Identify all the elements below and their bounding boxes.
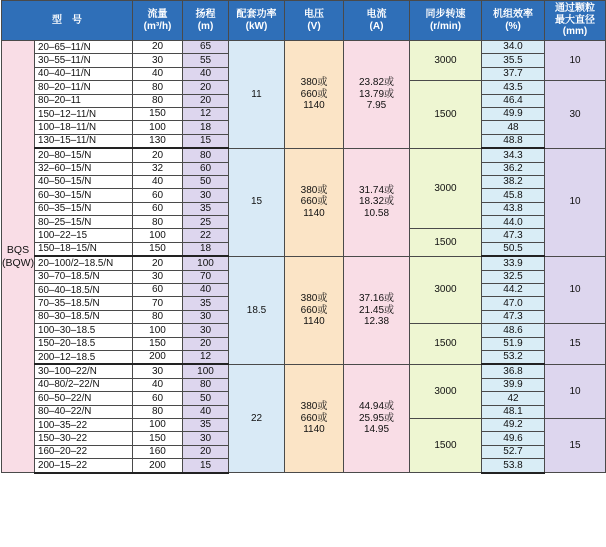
head-header: 扬程 (m) bbox=[183, 1, 229, 41]
voltage-cell-line: 380或 bbox=[300, 77, 328, 89]
diameter-cell: 15 bbox=[545, 324, 606, 365]
speed-cell: 3000 bbox=[410, 364, 482, 418]
voltage-cell-line: 660或 bbox=[300, 412, 328, 424]
efficiency-cell: 38.2 bbox=[482, 175, 545, 188]
speed-cell: 1500 bbox=[410, 418, 482, 472]
efficiency-cell: 36.8 bbox=[482, 364, 545, 378]
model-cell: 40–50–15/N bbox=[35, 175, 133, 188]
efficiency-cell: 43.8 bbox=[482, 202, 545, 215]
efficiency-cell: 53.2 bbox=[482, 350, 545, 364]
voltage-cell-line: 1140 bbox=[303, 207, 325, 219]
model-cell: 150–30–22 bbox=[35, 432, 133, 445]
flow-cell: 130 bbox=[133, 134, 183, 148]
diameter-cell: 10 bbox=[545, 148, 606, 256]
voltage-cell-line: 1140 bbox=[303, 316, 325, 328]
model-cell: 100–18–11/N bbox=[35, 121, 133, 134]
head-cell: 12 bbox=[183, 350, 229, 364]
current-cell bbox=[344, 364, 410, 472]
efficiency-cell: 39.9 bbox=[482, 378, 545, 391]
table-row bbox=[2, 148, 606, 162]
model-cell: 40–40–11/N bbox=[35, 67, 133, 80]
model-cell: 80–20–11 bbox=[35, 94, 133, 107]
flow-cell: 20 bbox=[133, 256, 183, 270]
flow-cell: 100 bbox=[133, 121, 183, 134]
speed-header: 同步转速 (r/min) bbox=[410, 1, 482, 41]
head-cell: 65 bbox=[183, 41, 229, 54]
voltage-cell-line: 660或 bbox=[300, 196, 328, 208]
voltage-cell bbox=[285, 41, 344, 149]
voltage-cell-line: 660或 bbox=[300, 304, 328, 316]
flow-cell: 80 bbox=[133, 94, 183, 107]
model-cell: 100–22–15 bbox=[35, 229, 133, 242]
head-cell: 30 bbox=[183, 189, 229, 202]
flow-cell: 30 bbox=[133, 270, 183, 283]
power-cell: 15 bbox=[229, 148, 285, 256]
series-alt-name: (BQW) bbox=[2, 256, 35, 269]
head-cell: 30 bbox=[183, 310, 229, 323]
head-cell: 25 bbox=[183, 216, 229, 229]
current-cell-line: 13.79或 bbox=[358, 88, 395, 100]
flow-cell: 60 bbox=[133, 202, 183, 215]
head-cell: 20 bbox=[183, 81, 229, 94]
head-cell: 40 bbox=[183, 405, 229, 418]
efficiency-header: 机组效率 (%) bbox=[482, 1, 545, 41]
flow-cell: 100 bbox=[133, 229, 183, 242]
flow-cell: 60 bbox=[133, 189, 183, 202]
current-cell-line: 18.32或 bbox=[358, 196, 395, 208]
model-cell: 80–20–11/N bbox=[35, 81, 133, 94]
current-header: 电流 (A) bbox=[344, 1, 410, 41]
model-cell: 20–65–11/N bbox=[35, 41, 133, 54]
flow-cell: 32 bbox=[133, 162, 183, 175]
model-cell: 60–40–18.5/N bbox=[35, 284, 133, 297]
speed-cell: 1500 bbox=[410, 81, 482, 148]
flow-cell: 60 bbox=[133, 392, 183, 405]
efficiency-cell: 34.0 bbox=[482, 41, 545, 54]
model-cell: 130–15–11/N bbox=[35, 134, 133, 148]
model-cell: 80–30–18.5/N bbox=[35, 310, 133, 323]
current-cell-line: 31.74或 bbox=[358, 184, 395, 196]
efficiency-cell: 32.5 bbox=[482, 270, 545, 283]
voltage-cell-line: 380或 bbox=[300, 184, 328, 196]
efficiency-cell: 37.7 bbox=[482, 67, 545, 80]
power-cell: 11 bbox=[229, 41, 285, 149]
current-cell bbox=[344, 148, 410, 256]
head-cell: 70 bbox=[183, 270, 229, 283]
head-cell: 15 bbox=[183, 134, 229, 148]
table-row bbox=[2, 256, 606, 270]
efficiency-cell: 44.0 bbox=[482, 216, 545, 229]
current-cell-line: 25.95或 bbox=[358, 412, 395, 424]
flow-cell: 40 bbox=[133, 67, 183, 80]
flow-cell: 80 bbox=[133, 81, 183, 94]
head-cell: 35 bbox=[183, 202, 229, 215]
efficiency-cell: 53.8 bbox=[482, 459, 545, 473]
head-cell: 80 bbox=[183, 148, 229, 162]
current-cell-line: 44.94或 bbox=[358, 401, 395, 413]
speed-cell: 1500 bbox=[410, 324, 482, 365]
power-header: 配套功率 (kW) bbox=[229, 1, 285, 41]
voltage-cell-line: 380或 bbox=[300, 401, 328, 413]
flow-cell: 30 bbox=[133, 54, 183, 67]
diameter-header: 通过颗粒 最大直径 (mm) bbox=[545, 1, 606, 41]
head-cell: 100 bbox=[183, 364, 229, 378]
efficiency-cell: 52.7 bbox=[482, 445, 545, 458]
model-cell: 150–20–18.5 bbox=[35, 337, 133, 350]
model-header: 型 号 bbox=[2, 1, 133, 41]
head-cell: 20 bbox=[183, 337, 229, 350]
model-cell: 40–80/2–22/N bbox=[35, 378, 133, 391]
pump-spec-table bbox=[1, 0, 606, 474]
voltage-cell bbox=[285, 364, 344, 472]
header-row bbox=[2, 1, 606, 41]
flow-header: 流量 (m³/h) bbox=[133, 1, 183, 41]
flow-cell: 70 bbox=[133, 297, 183, 310]
flow-cell: 100 bbox=[133, 418, 183, 431]
model-cell: 150–18–15/N bbox=[35, 242, 133, 256]
current-cell-line: 10.58 bbox=[363, 207, 390, 219]
model-cell: 80–25–15/N bbox=[35, 216, 133, 229]
efficiency-cell: 43.5 bbox=[482, 81, 545, 94]
current-cell-line: 12.38 bbox=[363, 316, 390, 328]
table-row bbox=[2, 41, 606, 54]
head-cell: 12 bbox=[183, 107, 229, 120]
diameter-cell: 10 bbox=[545, 41, 606, 81]
flow-cell: 200 bbox=[133, 459, 183, 473]
efficiency-cell: 48.6 bbox=[482, 324, 545, 337]
power-cell: 22 bbox=[229, 364, 285, 472]
head-cell: 100 bbox=[183, 256, 229, 270]
model-cell: 160–20–22 bbox=[35, 445, 133, 458]
head-cell: 60 bbox=[183, 162, 229, 175]
flow-cell: 150 bbox=[133, 432, 183, 445]
efficiency-cell: 49.6 bbox=[482, 432, 545, 445]
voltage-cell-line: 660或 bbox=[300, 88, 328, 100]
flow-cell: 150 bbox=[133, 107, 183, 120]
head-cell: 50 bbox=[183, 392, 229, 405]
voltage-cell bbox=[285, 148, 344, 256]
head-cell: 20 bbox=[183, 445, 229, 458]
diameter-cell: 30 bbox=[545, 81, 606, 148]
head-cell: 50 bbox=[183, 175, 229, 188]
model-cell: 100–30–18.5 bbox=[35, 324, 133, 337]
flow-cell: 80 bbox=[133, 216, 183, 229]
model-cell: 30–70–18.5/N bbox=[35, 270, 133, 283]
efficiency-cell: 42 bbox=[482, 392, 545, 405]
flow-cell: 100 bbox=[133, 324, 183, 337]
model-cell: 60–30–15/N bbox=[35, 189, 133, 202]
efficiency-cell: 34.3 bbox=[482, 148, 545, 162]
efficiency-cell: 48.8 bbox=[482, 134, 545, 148]
model-cell: 30–55–11/N bbox=[35, 54, 133, 67]
efficiency-cell: 45.8 bbox=[482, 189, 545, 202]
flow-cell: 150 bbox=[133, 337, 183, 350]
voltage-header: 电压 (V) bbox=[285, 1, 344, 41]
model-cell: 100–35–22 bbox=[35, 418, 133, 431]
head-cell: 30 bbox=[183, 432, 229, 445]
model-cell: 60–50–22/N bbox=[35, 392, 133, 405]
current-cell-line: 37.16或 bbox=[358, 293, 395, 305]
series-name: BQS bbox=[6, 244, 30, 257]
flow-cell: 20 bbox=[133, 41, 183, 54]
head-cell: 18 bbox=[183, 242, 229, 256]
efficiency-cell: 36.2 bbox=[482, 162, 545, 175]
model-cell: 60–35–15/N bbox=[35, 202, 133, 215]
model-cell: 200–15–22 bbox=[35, 459, 133, 473]
current-cell-line: 21.45或 bbox=[358, 304, 395, 316]
efficiency-cell: 47.3 bbox=[482, 310, 545, 323]
flow-cell: 60 bbox=[133, 284, 183, 297]
current-cell-line: 7.95 bbox=[366, 100, 387, 112]
diameter-cell: 10 bbox=[545, 364, 606, 418]
model-cell: 80–40–22/N bbox=[35, 405, 133, 418]
flow-cell: 40 bbox=[133, 378, 183, 391]
head-cell: 80 bbox=[183, 378, 229, 391]
flow-cell: 20 bbox=[133, 148, 183, 162]
flow-cell: 200 bbox=[133, 350, 183, 364]
efficiency-cell: 47.0 bbox=[482, 297, 545, 310]
flow-cell: 150 bbox=[133, 242, 183, 256]
flow-cell: 30 bbox=[133, 364, 183, 378]
speed-cell: 3000 bbox=[410, 256, 482, 323]
voltage-cell bbox=[285, 256, 344, 364]
efficiency-cell: 33.9 bbox=[482, 256, 545, 270]
efficiency-cell: 44.2 bbox=[482, 284, 545, 297]
head-cell: 20 bbox=[183, 94, 229, 107]
table-body bbox=[2, 41, 606, 473]
head-cell: 18 bbox=[183, 121, 229, 134]
current-cell-line: 14.95 bbox=[363, 424, 390, 436]
flow-cell: 40 bbox=[133, 175, 183, 188]
efficiency-cell: 48.1 bbox=[482, 405, 545, 418]
head-cell: 22 bbox=[183, 229, 229, 242]
table-row bbox=[2, 364, 606, 378]
head-cell: 35 bbox=[183, 297, 229, 310]
head-cell: 40 bbox=[183, 284, 229, 297]
efficiency-cell: 50.5 bbox=[482, 242, 545, 256]
model-cell: 70–35–18.5/N bbox=[35, 297, 133, 310]
model-cell: 20–80–15/N bbox=[35, 148, 133, 162]
efficiency-cell: 48 bbox=[482, 121, 545, 134]
voltage-cell-line: 1140 bbox=[303, 424, 325, 436]
efficiency-cell: 35.5 bbox=[482, 54, 545, 67]
model-cell: 20–100/2–18.5/N bbox=[35, 256, 133, 270]
diameter-cell: 15 bbox=[545, 418, 606, 472]
speed-cell: 3000 bbox=[410, 41, 482, 81]
speed-cell: 1500 bbox=[410, 229, 482, 256]
head-cell: 15 bbox=[183, 459, 229, 473]
voltage-cell-line: 380或 bbox=[300, 293, 328, 305]
head-cell: 30 bbox=[183, 324, 229, 337]
current-cell bbox=[344, 256, 410, 364]
diameter-cell: 10 bbox=[545, 256, 606, 323]
efficiency-cell: 49.2 bbox=[482, 418, 545, 431]
model-cell: 200–12–18.5 bbox=[35, 350, 133, 364]
model-cell: 30–100–22/N bbox=[35, 364, 133, 378]
head-cell: 35 bbox=[183, 418, 229, 431]
flow-cell: 160 bbox=[133, 445, 183, 458]
speed-cell: 3000 bbox=[410, 148, 482, 229]
head-cell: 55 bbox=[183, 54, 229, 67]
power-cell: 18.5 bbox=[229, 256, 285, 364]
voltage-cell-line: 1140 bbox=[303, 100, 325, 112]
flow-cell: 80 bbox=[133, 310, 183, 323]
head-cell: 40 bbox=[183, 67, 229, 80]
flow-cell: 80 bbox=[133, 405, 183, 418]
efficiency-cell: 46.4 bbox=[482, 94, 545, 107]
efficiency-cell: 47.3 bbox=[482, 229, 545, 242]
efficiency-cell: 49.9 bbox=[482, 107, 545, 120]
current-cell-line: 23.82或 bbox=[358, 77, 395, 89]
model-cell: 32–60–15/N bbox=[35, 162, 133, 175]
current-cell bbox=[344, 41, 410, 149]
series-cell bbox=[2, 41, 35, 473]
efficiency-cell: 51.9 bbox=[482, 337, 545, 350]
model-cell: 150–12–11/N bbox=[35, 107, 133, 120]
